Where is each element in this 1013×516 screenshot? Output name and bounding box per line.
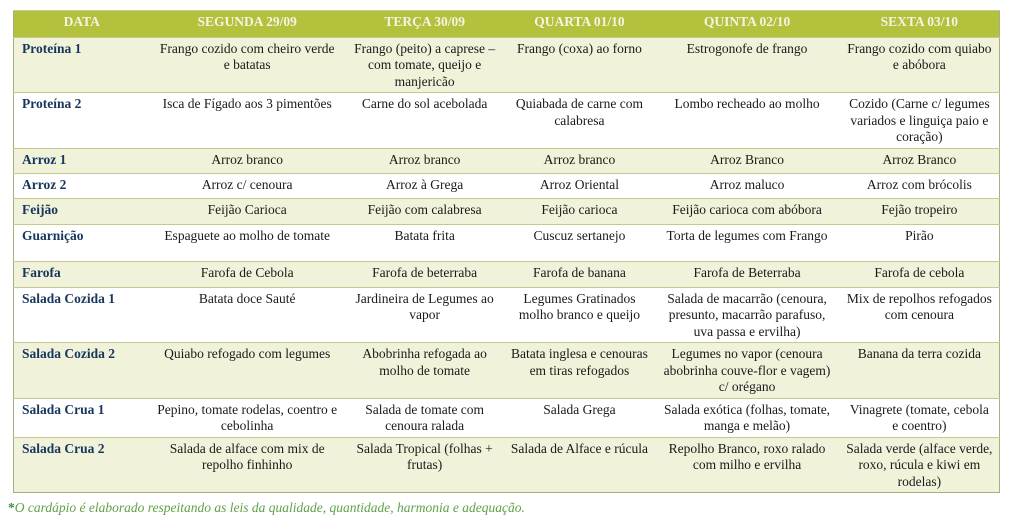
menu-cell: Salada Grega: [505, 398, 655, 437]
menu-cell: Farofa de beterraba: [345, 261, 505, 287]
table-row-arroz-1: [14, 148, 1000, 173]
menu-cell: Arroz Oriental: [505, 173, 655, 198]
row-label: Proteína 2: [14, 93, 150, 148]
table-row-salada-crua-2: [14, 437, 1000, 492]
table-row-guarnicao: [14, 224, 1000, 261]
column-header-quinta: QUINTA 02/10: [654, 11, 839, 38]
menu-cell: Arroz Branco: [654, 148, 839, 173]
menu-cell: Feijão carioca com abóbora: [654, 198, 839, 224]
column-header-segunda: SEGUNDA 29/09: [150, 11, 345, 38]
footnote-asterisk: *: [8, 499, 15, 515]
menu-cell: Legumes no vapor (cenoura abobrinha couve-flor e vagem) c/ orégano: [654, 343, 839, 398]
menu-cell: Farofa de banana: [505, 261, 655, 287]
menu-cell: Estrogonofe de frango: [654, 38, 839, 93]
footnote: [8, 500, 1000, 516]
row-label: Feijão: [14, 198, 150, 224]
row-label: Salada Cozida 2: [14, 343, 150, 398]
row-label: Arroz 2: [14, 173, 150, 198]
menu-cell: Pirão: [840, 224, 1000, 261]
menu-cell: Banana da terra cozida: [840, 343, 1000, 398]
menu-cell: Jardineira de Legumes ao vapor: [345, 287, 505, 342]
menu-cell: Arroz branco: [150, 148, 345, 173]
menu-cell: Farofa de Cebola: [150, 261, 345, 287]
row-label: Salada Cozida 1: [14, 287, 150, 342]
column-header-quarta: QUARTA 01/10: [505, 11, 655, 38]
menu-cell: Torta de legumes com Frango: [654, 224, 839, 261]
column-header-sexta: SEXTA 03/10: [840, 11, 1000, 38]
menu-cell: Salada de macarrão (cenoura, presunto, macarrão parafuso, uva passa e ervilha): [654, 287, 839, 342]
menu-cell: Arroz branco: [505, 148, 655, 173]
menu-cell: Mix de repolhos refogados com cenoura: [840, 287, 1000, 342]
column-header-terca: TERÇA 30/09: [345, 11, 505, 38]
table-row-arroz-2: [14, 173, 1000, 198]
menu-cell: Vinagrete (tomate, cebola e coentro): [840, 398, 1000, 437]
menu-cell: Salada verde (alface verde, roxo, rúcula e kiwi em rodelas): [840, 437, 1000, 492]
menu-cell: Frango (coxa) ao forno: [505, 38, 655, 93]
menu-cell: Batata inglesa e cenouras em tiras refogados: [505, 343, 655, 398]
menu-cell: Repolho Branco, roxo ralado com milho e ervilha: [654, 437, 839, 492]
menu-cell: Quiabada de carne com calabresa: [505, 93, 655, 148]
menu-cell: Isca de Fígado aos 3 pimentões: [150, 93, 345, 148]
menu-cell: Feijão com calabresa: [345, 198, 505, 224]
menu-cell: Arroz com brócolis: [840, 173, 1000, 198]
menu-cell: Carne do sol acebolada: [345, 93, 505, 148]
menu-cell: Frango (peito) a caprese – com tomate, queijo e manjericão: [345, 38, 505, 93]
row-label: Farofa: [14, 261, 150, 287]
menu-cell: Frango cozido com quiabo e abóbora: [840, 38, 1000, 93]
menu-cell: Arroz c/ cenoura: [150, 173, 345, 198]
row-label: Salada Crua 1: [14, 398, 150, 437]
weekly-menu-table: [13, 10, 1000, 493]
menu-cell: Batata doce Sauté: [150, 287, 345, 342]
table-row-feijao: [14, 198, 1000, 224]
table-row-salada-cozida-1: [14, 287, 1000, 342]
row-label: Guarnição: [14, 224, 150, 261]
menu-cell: Pepino, tomate rodelas, coentro e cebolinha: [150, 398, 345, 437]
menu-cell: Cuscuz sertanejo: [505, 224, 655, 261]
row-label: Arroz 1: [14, 148, 150, 173]
menu-cell: Arroz à Grega: [345, 173, 505, 198]
table-row-farofa: [14, 261, 1000, 287]
table-row-proteina-1: [14, 38, 1000, 93]
menu-cell: Frango cozido com cheiro verde e batatas: [150, 38, 345, 93]
menu-cell: Lombo recheado ao molho: [654, 93, 839, 148]
menu-cell: Arroz Branco: [840, 148, 1000, 173]
row-label: Proteína 1: [14, 38, 150, 93]
menu-cell: Arroz maluco: [654, 173, 839, 198]
menu-cell: Salada exótica (folhas, tomate, manga e melão): [654, 398, 839, 437]
table-row-salada-crua-1: [14, 398, 1000, 437]
menu-cell: Feijão Carioca: [150, 198, 345, 224]
menu-cell: Arroz branco: [345, 148, 505, 173]
table-row-salada-cozida-2: [14, 343, 1000, 398]
menu-cell: Batata frita: [345, 224, 505, 261]
menu-cell: Salada de alface com mix de repolho finhinho: [150, 437, 345, 492]
table-row-proteina-2: [14, 93, 1000, 148]
menu-cell: Farofa de Beterraba: [654, 261, 839, 287]
row-label: Salada Crua 2: [14, 437, 150, 492]
column-header-data: DATA: [14, 11, 150, 38]
menu-cell: Abobrinha refogada ao molho de tomate: [345, 343, 505, 398]
menu-cell: Legumes Gratinados molho branco e queijo: [505, 287, 655, 342]
footnote-text: O cardápio é elaborado respeitando as leis da qualidade, quantidade, harmonia e adequação.: [14, 499, 525, 515]
menu-cell: Salada de Alface e rúcula: [505, 437, 655, 492]
menu-cell: Salada Tropical (folhas + frutas): [345, 437, 505, 492]
menu-cell: Fejão tropeiro: [840, 198, 1000, 224]
menu-cell: Salada de tomate com cenoura ralada: [345, 398, 505, 437]
menu-cell: Farofa de cebola: [840, 261, 1000, 287]
menu-cell: Espaguete ao molho de tomate: [150, 224, 345, 261]
menu-cell: Quiabo refogado com legumes: [150, 343, 345, 398]
menu-cell: Cozido (Carne c/ legumes variados e linguiça paio e coração): [840, 93, 1000, 148]
menu-cell: Feijão carioca: [505, 198, 655, 224]
header-row: [14, 11, 1000, 38]
